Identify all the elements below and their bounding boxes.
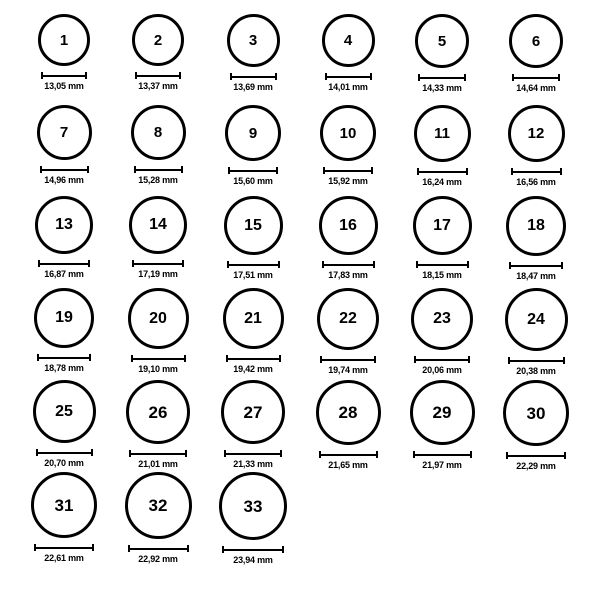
ring-size-cell [494, 105, 578, 187]
ring-circle-icon [503, 380, 569, 446]
measure-line-icon [132, 263, 184, 265]
measure-line-icon [131, 358, 186, 360]
ring-circle-icon [128, 288, 189, 349]
ring-size-number: 33 [243, 496, 263, 516]
ring-diameter-label: 21,01 mm [138, 459, 178, 469]
measure-bar-icon [41, 72, 87, 79]
ring-diameter-label: 23,94 mm [233, 555, 273, 565]
ring-size-number: 24 [527, 310, 545, 328]
measure-cap-right-icon [185, 450, 187, 457]
measure-cap-right-icon [564, 452, 566, 459]
measure-line-icon [319, 454, 378, 456]
measure-line-icon [414, 359, 470, 361]
ring-size-cell [494, 196, 578, 281]
ring-size-number: 14 [149, 216, 167, 233]
ring-diameter-label: 14,33 mm [422, 83, 462, 93]
ring-diameter-label: 18,78 mm [44, 363, 84, 373]
measure-cap-right-icon [561, 262, 563, 269]
ring-size-number: 10 [339, 124, 357, 142]
ring-diameter-label: 15,28 mm [138, 175, 178, 185]
measure-bar-icon [36, 449, 93, 456]
measure-cap-right-icon [280, 450, 282, 457]
measure-bar-icon [228, 167, 278, 174]
measure-line-icon [36, 452, 93, 454]
ring-diameter-label: 20,70 mm [44, 458, 84, 468]
measure-bar-icon [134, 166, 183, 173]
ring-diameter-label: 18,15 mm [422, 270, 462, 280]
ring-diameter-measure [506, 452, 566, 471]
measure-cap-right-icon [279, 355, 281, 362]
ring-diameter-measure [228, 167, 278, 186]
measure-cap-right-icon [376, 451, 378, 458]
ring-diameter-label: 22,92 mm [138, 554, 178, 564]
ring-diameter-label: 20,06 mm [422, 365, 462, 375]
measure-line-icon [134, 169, 183, 171]
ring-size-cell [22, 472, 106, 563]
ring-size-cell [400, 196, 484, 280]
ring-circle-icon [225, 105, 281, 161]
ring-size-number: 22 [339, 310, 357, 327]
ring-size-cell [22, 105, 106, 185]
measure-bar-icon [222, 546, 284, 553]
measure-bar-icon [511, 168, 562, 175]
measure-line-icon [135, 75, 181, 77]
measure-bar-icon [224, 450, 282, 457]
ring-size-cell [306, 380, 390, 470]
ring-circle-icon [508, 105, 565, 162]
ring-size-number: 28 [338, 403, 358, 422]
ring-diameter-label: 18,47 mm [516, 271, 556, 281]
ring-size-number: 20 [149, 309, 167, 327]
ring-size-cell [116, 14, 200, 91]
measure-cap-right-icon [370, 73, 372, 80]
ring-size-number: 3 [248, 32, 258, 49]
ring-diameter-label: 22,61 mm [44, 553, 84, 563]
ring-diameter-measure [38, 260, 90, 279]
ring-diameter-measure [322, 261, 375, 280]
ring-diameter-measure [417, 168, 468, 187]
measure-line-icon [41, 75, 87, 77]
measure-cap-right-icon [468, 356, 470, 363]
measure-bar-icon [322, 261, 375, 268]
ring-size-cell [116, 196, 200, 279]
ring-circle-icon [132, 14, 184, 66]
measure-bar-icon [40, 166, 89, 173]
ring-diameter-measure [319, 451, 378, 470]
ring-size-number: 17 [433, 216, 451, 234]
measure-bar-icon [128, 545, 189, 552]
ring-size-number: 15 [244, 216, 262, 234]
measure-line-icon [413, 454, 472, 456]
ring-diameter-measure [226, 355, 281, 374]
measure-line-icon [323, 170, 373, 172]
measure-bar-icon [226, 355, 281, 362]
ring-size-number: 19 [55, 309, 73, 326]
ring-diameter-measure [37, 354, 91, 373]
ring-size-cell [211, 14, 295, 92]
ring-diameter-label: 17,51 mm [233, 270, 273, 280]
ring-size-cell [22, 288, 106, 373]
ring-diameter-measure [41, 72, 87, 91]
ring-size-number: 5 [437, 32, 447, 50]
ring-circle-icon [413, 196, 472, 255]
measure-cap-right-icon [182, 260, 184, 267]
measure-line-icon [37, 357, 91, 359]
measure-line-icon [224, 453, 282, 455]
ring-diameter-label: 15,60 mm [233, 176, 273, 186]
ring-diameter-label: 16,24 mm [422, 177, 462, 187]
measure-line-icon [325, 76, 372, 78]
ring-diameter-label: 14,01 mm [328, 82, 368, 92]
measure-line-icon [226, 358, 281, 360]
ring-size-cell [306, 14, 390, 92]
ring-size-cell [306, 288, 390, 375]
ring-circle-icon [316, 380, 381, 445]
ring-circle-icon [37, 105, 92, 160]
ring-circle-icon [506, 196, 566, 256]
ring-circle-icon [317, 288, 379, 350]
measure-cap-right-icon [179, 72, 181, 79]
measure-line-icon [417, 171, 468, 173]
ring-size-cell [211, 472, 295, 565]
ring-circle-icon [414, 105, 471, 162]
ring-diameter-measure [230, 73, 277, 92]
ring-size-cell [306, 196, 390, 280]
ring-diameter-measure [34, 544, 94, 563]
ring-circle-icon [223, 288, 284, 349]
ring-size-number: 25 [55, 402, 73, 420]
ring-circle-icon [410, 380, 475, 445]
measure-bar-icon [323, 167, 373, 174]
ring-diameter-label: 15,92 mm [328, 176, 368, 186]
ring-circle-icon [320, 105, 376, 161]
ring-size-number: 12 [527, 125, 545, 142]
measure-cap-right-icon [89, 354, 91, 361]
measure-bar-icon [509, 262, 563, 269]
ring-circle-icon [227, 14, 280, 67]
ring-size-number: 7 [59, 124, 69, 141]
ring-circle-icon [31, 472, 97, 538]
ring-diameter-label: 13,69 mm [233, 82, 273, 92]
ring-size-cell [211, 380, 295, 469]
measure-line-icon [227, 264, 280, 266]
ring-diameter-measure [222, 546, 284, 565]
measure-line-icon [512, 77, 560, 79]
ring-size-cell [400, 380, 484, 470]
measure-bar-icon [135, 72, 181, 79]
measure-bar-icon [227, 261, 280, 268]
ring-size-number: 30 [526, 403, 546, 423]
ring-size-number: 4 [343, 32, 353, 49]
ring-size-cell [494, 380, 578, 471]
ring-circle-icon [126, 380, 190, 444]
measure-bar-icon [320, 356, 376, 363]
measure-cap-right-icon [558, 74, 560, 81]
ring-size-number: 9 [248, 124, 258, 142]
ring-size-cell [116, 288, 200, 374]
ring-diameter-measure [131, 355, 186, 374]
measure-cap-right-icon [92, 544, 94, 551]
ring-diameter-measure [128, 545, 189, 564]
ring-size-cell [211, 288, 295, 374]
ring-circle-icon [411, 288, 473, 350]
measure-bar-icon [325, 73, 372, 80]
measure-cap-right-icon [184, 355, 186, 362]
ring-circle-icon [505, 288, 568, 351]
ring-circle-icon [322, 14, 375, 67]
ring-circle-icon [33, 380, 96, 443]
ring-size-number: 31 [54, 495, 74, 515]
measure-bar-icon [37, 354, 91, 361]
ring-size-cell [116, 380, 200, 469]
ring-circle-icon [129, 196, 187, 254]
ring-diameter-label: 14,96 mm [44, 175, 84, 185]
measure-line-icon [320, 359, 376, 361]
ring-diameter-label: 13,37 mm [138, 81, 178, 91]
measure-bar-icon [418, 74, 466, 81]
measure-cap-right-icon [85, 72, 87, 79]
measure-line-icon [228, 170, 278, 172]
ring-circle-icon [221, 380, 285, 444]
ring-size-number: 6 [531, 32, 541, 50]
ring-size-cell [116, 472, 200, 564]
measure-cap-right-icon [282, 546, 284, 553]
measure-bar-icon [416, 261, 469, 268]
measure-line-icon [230, 76, 277, 78]
ring-size-cell [400, 288, 484, 375]
ring-size-number: 11 [434, 125, 450, 142]
ring-diameter-label: 22,29 mm [516, 461, 556, 471]
ring-diameter-measure [416, 261, 469, 280]
ring-diameter-label: 17,83 mm [328, 270, 368, 280]
ring-circle-icon [125, 472, 192, 539]
measure-line-icon [38, 263, 90, 265]
measure-bar-icon [508, 357, 565, 364]
measure-line-icon [508, 360, 565, 362]
ring-diameter-measure [418, 74, 466, 93]
measure-cap-right-icon [563, 357, 565, 364]
ring-diameter-measure [227, 261, 280, 280]
ring-size-number: 26 [148, 402, 168, 422]
measure-cap-right-icon [187, 545, 189, 552]
ring-size-number: 27 [243, 402, 263, 422]
ring-circle-icon [415, 14, 469, 68]
measure-bar-icon [319, 451, 378, 458]
ring-size-number: 2 [153, 31, 163, 49]
ring-diameter-label: 17,19 mm [138, 269, 178, 279]
measure-cap-right-icon [464, 74, 466, 81]
ring-size-cell [494, 288, 578, 376]
measure-cap-right-icon [374, 356, 376, 363]
measure-line-icon [322, 264, 375, 266]
ring-size-number: 18 [527, 217, 545, 234]
measure-line-icon [129, 453, 187, 455]
measure-line-icon [128, 548, 189, 550]
ring-size-cell [211, 105, 295, 186]
ring-diameter-measure [512, 74, 560, 93]
ring-diameter-label: 20,38 mm [516, 366, 556, 376]
ring-size-cell [22, 380, 106, 468]
ring-size-number: 21 [244, 309, 262, 327]
ring-diameter-measure [508, 357, 565, 376]
ring-size-cell [22, 14, 106, 91]
measure-bar-icon [131, 355, 186, 362]
ring-diameter-label: 13,05 mm [44, 81, 84, 91]
measure-bar-icon [34, 544, 94, 551]
ring-size-cell [116, 105, 200, 185]
measure-cap-right-icon [275, 73, 277, 80]
ring-diameter-measure [224, 450, 282, 469]
ring-size-cell [400, 14, 484, 93]
ring-size-number: 29 [432, 403, 452, 422]
ring-diameter-label: 14,64 mm [516, 83, 556, 93]
ring-size-cell [400, 105, 484, 187]
ring-diameter-label: 21,33 mm [233, 459, 273, 469]
ring-diameter-label: 19,10 mm [138, 364, 178, 374]
ring-diameter-measure [135, 72, 181, 91]
ring-circle-icon [34, 288, 94, 348]
ring-diameter-label: 19,74 mm [328, 365, 368, 375]
ring-circle-icon [219, 472, 287, 540]
ring-diameter-measure [413, 451, 472, 470]
measure-line-icon [222, 549, 284, 551]
ring-circle-icon [509, 14, 563, 68]
ring-diameter-measure [325, 73, 372, 92]
measure-line-icon [506, 455, 566, 457]
measure-line-icon [34, 547, 94, 549]
ring-diameter-label: 19,42 mm [233, 364, 273, 374]
measure-bar-icon [417, 168, 468, 175]
measure-cap-right-icon [278, 261, 280, 268]
measure-bar-icon [506, 452, 566, 459]
ring-diameter-measure [134, 166, 183, 185]
measure-line-icon [511, 171, 562, 173]
measure-cap-right-icon [466, 168, 468, 175]
measure-cap-right-icon [467, 261, 469, 268]
ring-circle-icon [131, 105, 186, 160]
ring-circle-icon [319, 196, 378, 255]
measure-bar-icon [132, 260, 184, 267]
ring-diameter-label: 16,87 mm [44, 269, 84, 279]
measure-bar-icon [230, 73, 277, 80]
ring-diameter-measure [509, 262, 563, 281]
measure-bar-icon [38, 260, 90, 267]
ring-size-number: 13 [55, 216, 73, 233]
measure-cap-right-icon [88, 260, 90, 267]
measure-bar-icon [414, 356, 470, 363]
ring-diameter-measure [40, 166, 89, 185]
measure-line-icon [509, 265, 563, 267]
ring-size-number: 23 [433, 310, 451, 327]
ring-size-number: 16 [339, 216, 357, 234]
ring-circle-icon [38, 14, 90, 66]
ring-diameter-label: 21,65 mm [328, 460, 368, 470]
ring-circle-icon [35, 196, 93, 254]
ring-diameter-measure [132, 260, 184, 279]
measure-line-icon [418, 77, 466, 79]
ring-size-cell [211, 196, 295, 280]
measure-cap-right-icon [560, 168, 562, 175]
measure-cap-right-icon [373, 261, 375, 268]
ring-size-number: 8 [153, 124, 163, 141]
ring-diameter-label: 16,56 mm [516, 177, 556, 187]
ring-circle-icon [224, 196, 283, 255]
ring-diameter-measure [36, 449, 93, 468]
measure-line-icon [416, 264, 469, 266]
measure-cap-right-icon [91, 449, 93, 456]
measure-bar-icon [512, 74, 560, 81]
ring-size-number: 32 [148, 496, 168, 515]
ring-size-cell [306, 105, 390, 186]
ring-diameter-measure [323, 167, 373, 186]
measure-line-icon [40, 169, 89, 171]
measure-cap-right-icon [181, 166, 183, 173]
ring-size-number: 1 [59, 31, 69, 49]
measure-cap-right-icon [276, 167, 278, 174]
ring-diameter-measure [414, 356, 470, 375]
ring-diameter-label: 21,97 mm [422, 460, 462, 470]
measure-cap-right-icon [470, 451, 472, 458]
measure-cap-right-icon [87, 166, 89, 173]
measure-bar-icon [413, 451, 472, 458]
ring-size-cell [22, 196, 106, 279]
ring-diameter-measure [320, 356, 376, 375]
measure-cap-right-icon [371, 167, 373, 174]
ring-diameter-measure [511, 168, 562, 187]
measure-bar-icon [129, 450, 187, 457]
ring-diameter-measure [129, 450, 187, 469]
ring-size-cell [494, 14, 578, 93]
